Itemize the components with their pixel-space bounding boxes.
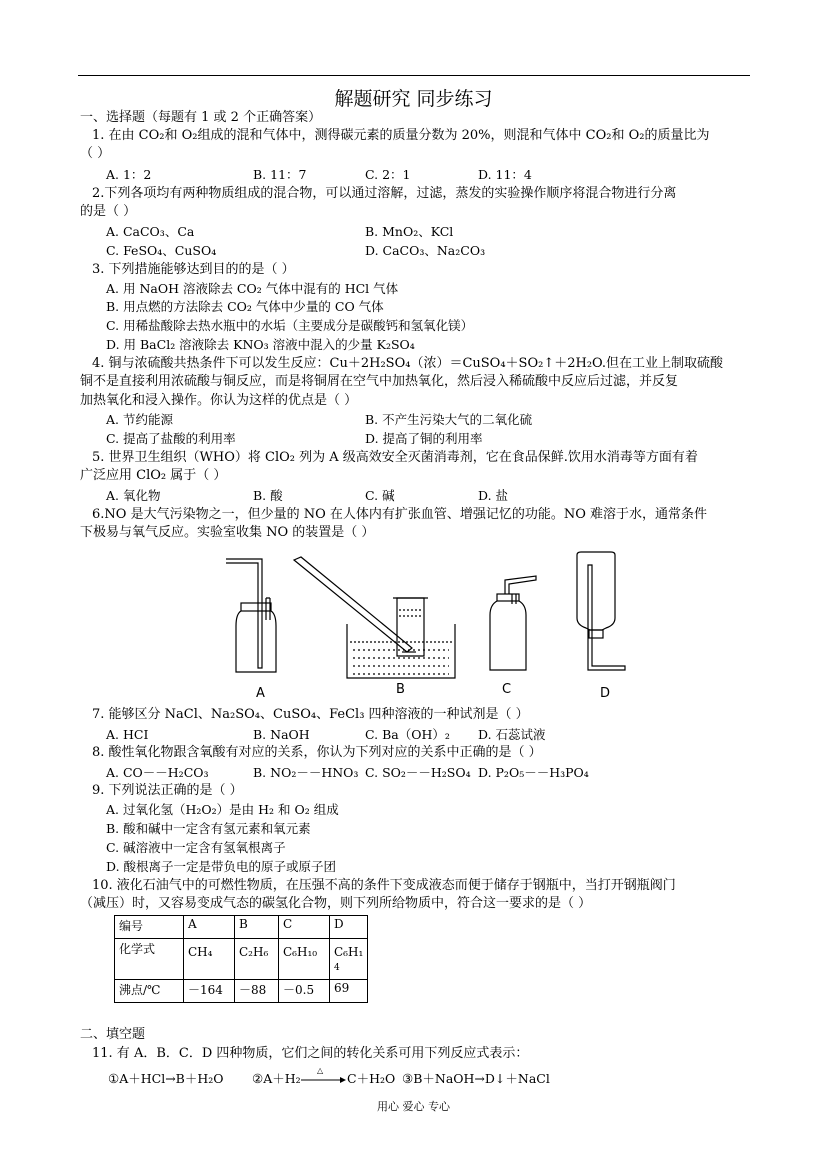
- apparatus-label-d: D: [600, 686, 611, 701]
- q2-option-d: D. CaCO₃、Na₂CO₃: [365, 243, 486, 258]
- q3-option-a: A. 用 NaOH 溶液除去 CO₂ 气体中混有的 HCl 气体: [106, 281, 399, 296]
- table-cell: －0.5: [279, 980, 330, 1003]
- apparatus-label-b: B: [396, 682, 405, 697]
- apparatus-label-a: A: [256, 686, 265, 701]
- q11-reaction-2a: ②A＋H₂: [252, 1071, 301, 1086]
- table-cell: C₂H₆: [235, 939, 279, 980]
- q4-option-b: B. 不产生污染大气的二氧化硫: [365, 412, 533, 427]
- table-row: [115, 916, 368, 939]
- q8-option-b: B. NO₂－－HNO₃: [253, 765, 359, 780]
- apparatus-label-c: C: [502, 682, 512, 697]
- table-cell: C₆H₁₀: [279, 939, 330, 980]
- section-heading-choice: 一、选择题（每题有 1 或 2 个正确答案）: [80, 110, 322, 125]
- q1-option-c: C. 2：1: [365, 167, 411, 182]
- q2-option-b: B. MnO₂、KCl: [365, 224, 454, 239]
- q4-option-c: C. 提高了盐酸的利用率: [106, 431, 236, 446]
- apparatus-d: [577, 552, 625, 670]
- q11-reaction-1: ①A＋HCl→B＋H₂O: [108, 1071, 224, 1086]
- apparatus-b: [294, 557, 455, 678]
- q7-option-d: D. 石蕊试液: [478, 727, 546, 742]
- q4-option-a: A. 节约能源: [106, 412, 173, 427]
- q6-text: 6.NO 是大气污染物之一，但少量的 NO 在人体内有扩张血管、增强记忆的功能。NO 难溶于水，通常条件: [92, 507, 708, 522]
- boiling-point-table: [114, 915, 368, 1003]
- table-cell: 化学式: [115, 939, 184, 980]
- formula-d-wrap: 4: [334, 963, 340, 973]
- q7-text: 7. 能够区分 NaCl、Na₂SO₄、CuSO₄、FeCl₃ 四种溶液的一种试剂是（ ）: [92, 707, 529, 722]
- q9-option-c: C. 碱溶液中一定含有氢氧根离子: [106, 840, 286, 855]
- section-heading-fill: 二、填空题: [80, 1027, 146, 1042]
- q8-text: 8. 酸性氧化物跟含氧酸有对应的关系，你认为下列对应的关系中正确的是（ ）: [92, 745, 542, 760]
- table-row: [115, 980, 368, 1003]
- table-cell: [330, 939, 368, 980]
- q1-option-d: D. 11：4: [478, 167, 532, 182]
- q7-option-c: C. Ba（OH）₂: [365, 727, 450, 742]
- q5-option-d: D. 盐: [478, 488, 509, 503]
- q3-option-b: B. 用点燃的方法除去 CO₂ 气体中少量的 CO 气体: [106, 299, 384, 314]
- q10-text: 10. 液化石油气中的可燃性物质，在压强不高的条件下变成液态而便于储存于钢瓶中，当打开钢瓶阀门: [92, 878, 676, 893]
- q9-option-b: B. 酸和碱中一定含有氢元素和氧元素: [106, 821, 311, 836]
- q2-text-2: 的是（ ）: [80, 204, 137, 219]
- q4-text-3: 加热氧化和浸入操作。你认为这样的优点是（ ）: [80, 393, 358, 408]
- table-cell: －88: [235, 980, 279, 1003]
- formula-d: C₆H₁: [334, 945, 364, 959]
- q7-option-a: A. HCI: [106, 727, 149, 742]
- q10-text-2: （减压）时，又容易变成气态的碳氢化合物，则下列所给物质中，符合这一要求的是（ ）: [80, 896, 592, 911]
- q8-option-d: D. P₂O₅－－H₃PO₄: [478, 765, 589, 780]
- q5-text: 5. 世界卫生组织（WHO）将 ClO₂ 列为 A 级高效安全灭菌消毒剂，它在食品保鲜.饮用水消毒等方面有着: [92, 450, 698, 465]
- page-footer: 用心 爱心 专心: [377, 1100, 450, 1113]
- q1-text: 1. 在由 CO₂和 O₂组成的混和气体中，测得碳元素的质量分数为 20%，则混和气体中 CO₂和 O₂的质量比为: [92, 128, 710, 143]
- q3-text: 3. 下列措施能够达到目的的是（ ）: [92, 262, 295, 277]
- table-header-cell: 编号: [115, 916, 184, 939]
- q5-option-b: B. 酸: [253, 488, 283, 503]
- q6-text-2: 下极易与氧气反应。实验室收集 NO 的装置是（ ）: [80, 525, 375, 540]
- q8-option-c: C. SO₂－－H₂SO₄: [365, 765, 471, 780]
- table-header-cell: A: [184, 916, 235, 939]
- q1-blank: （ ）: [80, 146, 111, 161]
- q4-option-d: D. 提高了铜的利用率: [365, 431, 483, 446]
- q7-option-b: B. NaOH: [253, 727, 310, 742]
- q4-text: 4. 铜与浓硫酸共热条件下可以发生反应：Cu＋2H₂SO₄（浓）＝CuSO₄＋SO₂↑＋2H₂O.但在工业上制取硫酸: [92, 356, 724, 371]
- apparatus-a: [226, 559, 276, 672]
- table-row: [115, 939, 368, 980]
- q9-option-a: A. 过氧化氢（H₂O₂）是由 H₂ 和 O₂ 组成: [106, 802, 339, 817]
- q9-option-d: D. 酸根离子一定是带负电的原子或原子团: [106, 859, 337, 874]
- heat-condition-icon: △: [317, 1066, 324, 1075]
- q9-text: 9. 下列说法正确的是（ ）: [92, 783, 243, 798]
- q2-option-c: C. FeSO₄、CuSO₄: [106, 243, 217, 258]
- table-cell: 沸点/℃: [115, 980, 184, 1003]
- q1-option-b: B. 11：7: [253, 167, 307, 182]
- q11-text: 11. 有 A．B．C．D 四种物质，它们之间的转化关系可用下列反应式表示：: [92, 1046, 529, 1061]
- table-cell: CH₄: [184, 939, 235, 980]
- apparatus-c: [490, 576, 536, 670]
- table-header-cell: D: [330, 916, 368, 939]
- q11-reaction-3: ③B＋NaOH→D↓＋NaCl: [402, 1071, 550, 1086]
- q2-option-a: A. CaCO₃、Ca: [106, 224, 195, 239]
- q1-option-a: A. 1：2: [106, 167, 152, 182]
- q11-reaction-2b: C＋H₂O: [347, 1071, 396, 1086]
- q3-option-d: D. 用 BaCl₂ 溶液除去 KNO₃ 溶液中混入的少量 K₂SO₄: [106, 337, 415, 352]
- q3-option-c: C. 用稀盐酸除去热水瓶中的水垢（主要成分是碳酸钙和氢氧化镁）: [106, 318, 474, 333]
- q2-text: 2.下列各项均有两种物质组成的混合物，可以通过溶解，过滤，蒸发的实验操作顺序将混合物进行分离: [92, 186, 677, 201]
- q5-option-c: C. 碱: [365, 488, 395, 503]
- q5-text-2: 广泛应用 ClO₂ 属于（ ）: [80, 468, 227, 483]
- q5-option-a: A. 氧化物: [106, 488, 161, 503]
- q4-text-2: 铜不是直接利用浓硫酸与铜反应，而是将铜屑在空气中加热氧化，然后浸入稀硫酸中反应后过滤，并反复: [80, 374, 679, 389]
- page-title: 解题研究 同步练习: [334, 88, 493, 110]
- table-cell: －164: [184, 980, 235, 1003]
- q8-option-a: A. CO－－H₂CO₃: [106, 765, 209, 780]
- table-header-cell: C: [279, 916, 330, 939]
- table-cell: 69: [330, 980, 368, 1003]
- table-header-cell: B: [235, 916, 279, 939]
